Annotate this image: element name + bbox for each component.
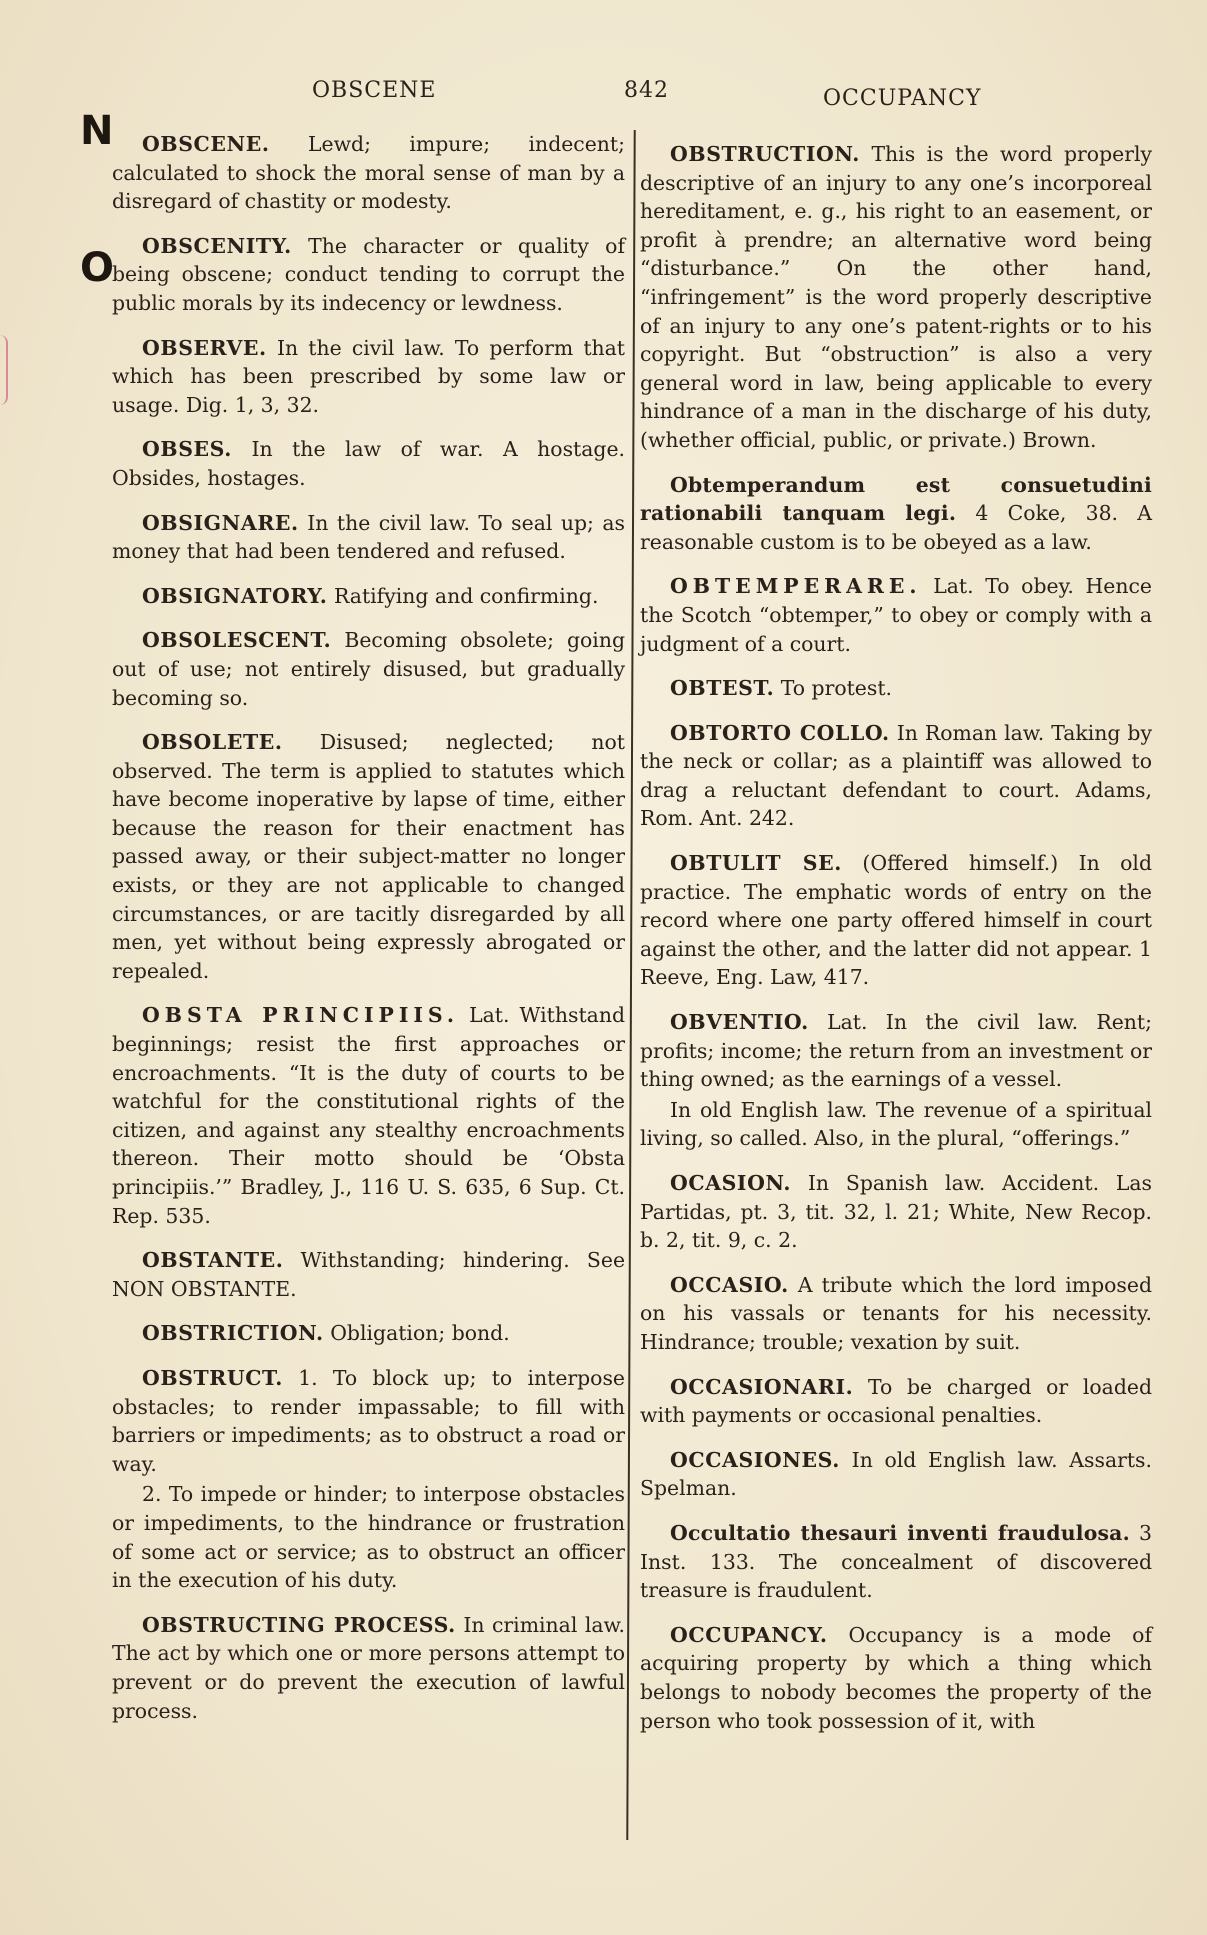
entry-obstruction xyxy=(640,140,1152,455)
running-head-left: OBSCENE xyxy=(312,78,437,103)
entry-head: OBTEMPERARE. xyxy=(670,574,922,599)
entry-obtest xyxy=(640,674,1152,703)
entry-head: OBSIGNARE. xyxy=(142,510,299,535)
running-head-right: OCCUPANCY xyxy=(823,86,982,111)
entry-text: In the civil law. To perform that which has been prescribed by some law or usage. Dig. 1, 3, 32. xyxy=(112,335,625,417)
entry-text: In old English law. The revenue of a spiritual living, so called. Also, in the plural, “offerings.” xyxy=(640,1097,1152,1151)
entry-obventio xyxy=(640,1008,1152,1094)
entry-head: OBSCENE. xyxy=(142,132,270,156)
entry-text: 4 Coke, 38. A reasonable custom is to be obeyed as a law. xyxy=(640,501,1153,554)
entry-obstruct xyxy=(112,1364,625,1478)
entry-text: In Spanish law. Accident. Las Partidas, pt. 3, tit. 32, l. 21; White, New Recop. b. 2, tit. 9, c. 2. xyxy=(640,1171,1152,1253)
entry-text: Occupancy is a mode of acquiring property by which a thing which belongs to nobody becomes the property of the person who took possession of it, with xyxy=(640,1622,1152,1733)
entry-head: OBSCENITY. xyxy=(142,233,292,258)
entry-text: A tribute which the lord imposed on his vassals or tenants for his necessity. Hindrance; trouble; vexation by suit. xyxy=(640,1272,1152,1354)
entry-head: OBSOLESCENT. xyxy=(142,628,332,653)
entry-head: Occultatio thesauri inventi fraudulosa. xyxy=(670,1520,1130,1545)
entry-obsignatory xyxy=(112,582,625,611)
column-divider xyxy=(626,130,635,1840)
entry-head: OBSOLETE. xyxy=(142,730,283,755)
entry-occasionari xyxy=(640,1373,1152,1430)
entry-text: Lewd; impure; indecent; calculated to shock the moral sense of man by a disregard of chastity or modesty. xyxy=(112,132,625,214)
left-column xyxy=(112,130,625,1741)
entry-text: Obligation; bond. xyxy=(330,1321,510,1346)
entry-text: 1. To block up; to interpose obstacles; to render impassable; to fill with barriers or impediments; as to obstruct a road or way. xyxy=(112,1365,625,1476)
entry-text: 3 Inst. 133. The concealment of discovered treasure is fraudulent. xyxy=(640,1520,1152,1603)
entry-text: In criminal law. The act by which one or more persons attempt to prevent or do prevent the execution of lawful process. xyxy=(112,1612,626,1723)
entry-head: OBTORTO COLLO. xyxy=(670,720,890,745)
entry-obstruct-sense-2 xyxy=(112,1480,625,1594)
thumb-index-o: O xyxy=(80,245,115,291)
entry-ocasion xyxy=(640,1169,1152,1255)
entry-obtulit-se xyxy=(640,849,1152,992)
entry-obtemperandum-maxim xyxy=(640,471,1152,557)
entry-head: OBSTA PRINCIPIIS. xyxy=(142,1003,460,1028)
entry-text: Becoming obsolete; going out of use; not entirely disused, but gradually becoming so. xyxy=(112,628,625,710)
entry-head: OBSERVE. xyxy=(142,335,267,360)
entry-head: OBVENTIO. xyxy=(670,1010,809,1035)
entry-obscenity xyxy=(112,232,625,318)
thumb-index-n: N xyxy=(80,108,114,154)
entry-occasiones xyxy=(640,1446,1152,1503)
entry-text: To protest. xyxy=(780,676,893,701)
entry-obstante xyxy=(112,1246,625,1303)
entry-text: This is the word properly descriptive of an injury to any one’s incorporeal hereditament, e. g., his right to an easement, or profit à prendre; an alternative word being “disturbance.” On the other hand, “infringement” is the word properly descriptive of an injury to any one’s patent-rights or to his copyright. But “obstruction” is also a very general word in law, being applicable to every hindrance of a man in the discharge of his duty, (whether official, public, or private.) Brown. xyxy=(640,142,1152,452)
entry-text: (Offered himself.) In old practice. The emphatic words of entry on the record where one party offered himself in court against the other, and the latter did not appear. 1 Reeve, Eng. Law, 417. xyxy=(640,851,1153,990)
entry-head: Obtemperandum est consuetudini rationabili tanquam legi. xyxy=(640,472,1152,526)
entry-text: 2. To impede or hinder; to interpose obstacles or impediments, to the hindrance or frustration of some act or service; as to obstruct an officer in the execution of his duty. xyxy=(112,1482,625,1593)
entry-head: OBSTRICTION. xyxy=(142,1321,324,1346)
entry-obsolete xyxy=(112,728,625,985)
entry-occasio xyxy=(640,1271,1152,1357)
entry-text: Lat. In the civil law. Rent; profits; income; the return from an investment or thing owned; as the earnings of a vessel. xyxy=(640,1010,1152,1092)
page-header xyxy=(0,78,1207,118)
margin-mark xyxy=(0,335,8,405)
entry-head: OBTULIT SE. xyxy=(670,851,842,876)
entry-text: In old English law. Assarts. Spelman. xyxy=(640,1447,1152,1501)
entry-obtemperare xyxy=(640,572,1152,658)
entry-obscene xyxy=(112,130,625,216)
entry-head: OCCASIONARI. xyxy=(670,1374,854,1399)
entry-text: In Roman law. Taking by the neck or collar; as a plaintiff was allowed to drag a reluctant defendant to court. Adams, Rom. Ant. 242. xyxy=(640,720,1152,831)
entry-head: OBSTANTE. xyxy=(142,1248,284,1273)
entry-text: Lat. To obey. Hence the Scotch “obtemper,” to obey or comply with a judgment of a court. xyxy=(640,574,1152,656)
entry-head: OBSES. xyxy=(142,437,232,462)
entry-text: Disused; neglected; not observed. The term is applied to statutes which have become inoperative by lapse of time, either because the reason for their enactment has passed away, or their subject-matter no longer exists, or they are not applicable to changed circumstances, or are tacitly disregarded by all men, yet without being expressly abrogated or repealed. xyxy=(112,730,625,983)
entry-obstriction xyxy=(112,1319,625,1348)
entry-head: OCCASIO. xyxy=(670,1272,789,1297)
entry-obstructing-process xyxy=(112,1611,625,1725)
entry-text: Withstanding; hindering. See NON OBSTANTE. xyxy=(112,1248,626,1301)
entry-text: The character or quality of being obscene; conduct tending to corrupt the public morals by its indecency or lewdness. xyxy=(112,233,626,315)
entry-text: To be charged or loaded with payments or occasional penalties. xyxy=(640,1374,1152,1428)
page-number: 842 xyxy=(624,78,669,103)
entry-head: OCCUPANCY. xyxy=(670,1622,828,1647)
entry-occupancy xyxy=(640,1621,1152,1735)
entry-head: OBTEST. xyxy=(670,676,775,701)
entry-text: Lat. Withstand beginnings; resist the first approaches or encroachments. “It is the duty of courts to be watchful for the constitutional rights of the citizen, and against any stealthy encroachments thereon. Their motto should be ‘Obsta principiis.’” Bradley, J., 116 U. S. 635, 6 Sup. Ct. Rep. 535. xyxy=(112,1003,626,1228)
entry-occultatio-maxim xyxy=(640,1519,1152,1605)
entry-obsignare xyxy=(112,509,625,566)
entry-observe xyxy=(112,334,625,420)
entry-text: In the civil law. To seal up; as money that had been tendered and refused. xyxy=(112,510,626,564)
right-column xyxy=(640,140,1152,1751)
entry-text: In the law of war. A hostage. Obsides, hostages. xyxy=(112,437,625,490)
entry-head: OBSTRUCTING PROCESS. xyxy=(142,1612,456,1637)
entry-head: OCCASIONES. xyxy=(670,1447,840,1472)
entry-head: OBSTRUCTION. xyxy=(670,142,860,166)
entry-head: OBSTRUCT. xyxy=(142,1365,283,1390)
entry-head: OCASION. xyxy=(670,1171,792,1195)
entry-head: OBSIGNATORY. xyxy=(142,583,328,608)
entry-obtorto-collo xyxy=(640,719,1152,833)
entry-obventio-english xyxy=(640,1096,1152,1153)
entry-obsolescent xyxy=(112,626,625,712)
entry-obses xyxy=(112,435,625,492)
entry-text: Ratifying and confirming. xyxy=(333,583,599,608)
entry-obsta-principiis xyxy=(112,1001,625,1230)
